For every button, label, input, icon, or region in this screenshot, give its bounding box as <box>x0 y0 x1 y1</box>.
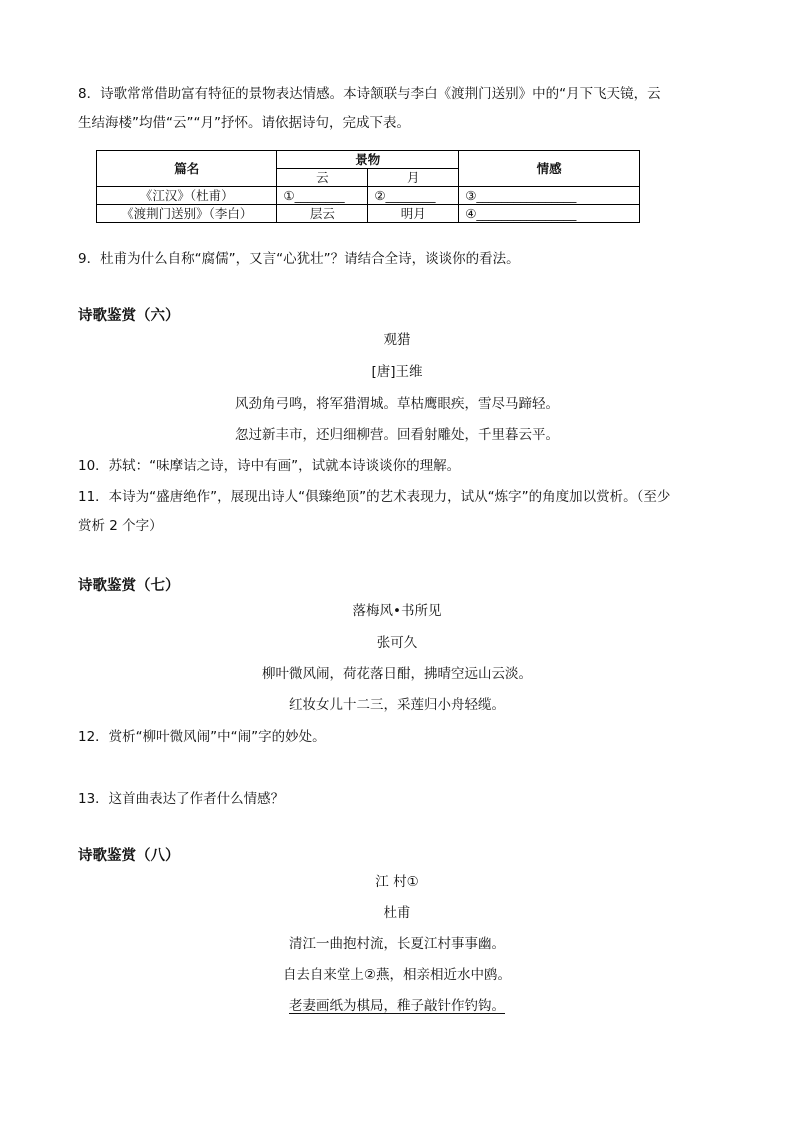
header-title-cell: 篇名 <box>97 151 277 187</box>
row-title-cell: 《渡荆门送别》（李白） <box>97 205 277 223</box>
poem-line-underlined <box>0 996 794 1016</box>
row-moon-cell: ②________ <box>368 187 459 205</box>
question-11-line-2: 赏析 2 个字） <box>78 518 163 534</box>
subheader-cloud-cell: 云 <box>277 169 368 187</box>
question-8-line-2: 生结海楼”均借“云”“月”抒怀。请依据诗句，完成下表。 <box>78 115 410 131</box>
poem-line: 自去自来堂上②燕，相亲相近水中鸥。 <box>282 967 512 983</box>
poem-title: 观猎 <box>383 332 411 348</box>
poem-author: 杜甫 <box>383 905 411 921</box>
row-title-cell: 《江汉》（杜甫） <box>97 187 277 205</box>
section-heading-8: 诗歌鉴赏（八） <box>78 848 180 864</box>
poem-line: 红妆女儿十二三，采莲归小舟轻缆。 <box>289 697 505 713</box>
row-cloud-cell: 层云 <box>277 205 368 223</box>
section-heading-6: 诗歌鉴赏（六） <box>78 308 180 324</box>
header-scenery-cell: 景物 <box>277 151 459 169</box>
poem-title: 江 村① <box>375 874 419 890</box>
question-11-line-1: 11．本诗为“盛唐绝作”，展现出诗人“俱臻绝顶”的艺术表现力，试从“炼字”的角度加以赏析。（至少 <box>78 489 671 505</box>
question-12: 12．赏析“柳叶微风闹”中“闹”字的妙处。 <box>78 729 326 745</box>
question-10: 10．苏轼：“味摩诘之诗，诗中有画”，试就本诗谈谈你的理解。 <box>78 458 461 474</box>
poem-title: 落梅风•书所见 <box>352 603 442 619</box>
header-emotion-cell: 情感 <box>459 151 640 187</box>
underlined-text: 老妻画纸为棋局，稚子敲针作钓钩。 <box>289 998 505 1014</box>
question-9: 9．杜甫为什么自称“腐儒”，又言“心犹壮”？请结合全诗，谈谈你的看法。 <box>78 251 520 267</box>
row-emotion-cell: ④________________ <box>459 205 640 223</box>
table-header-row <box>97 151 640 169</box>
poem-line: 风劲角弓鸣，将军猎渭城。草枯鹰眼疾，雪尽马蹄轻。 <box>235 396 559 412</box>
question-8-line-1: 8．诗歌常常借助富有特征的景物表达情感。本诗颔联与李白《渡荆门送别》中的“月下飞天镜，云 <box>78 86 661 102</box>
poem-line: 清江一曲抱村流，长夏江村事事幽。 <box>289 936 505 952</box>
row-cloud-cell: ①________ <box>277 187 368 205</box>
table-row <box>97 187 640 205</box>
poem-line: 忽过新丰市，还归细柳营。回看射雕处，千里暮云平。 <box>235 427 559 443</box>
scenery-emotion-table <box>96 150 640 223</box>
poem-line: 柳叶微风闹，荷花落日酣，拂晴空远山云淡。 <box>262 666 532 682</box>
question-13: 13．这首曲表达了作者什么情感？ <box>78 791 285 807</box>
poem-author: [唐]王维 <box>371 364 423 380</box>
subheader-moon-cell: 月 <box>368 169 459 187</box>
section-heading-7: 诗歌鉴赏（七） <box>78 578 180 594</box>
row-emotion-cell: ③________________ <box>459 187 640 205</box>
row-moon-cell: 明月 <box>368 205 459 223</box>
poem-author: 张可久 <box>376 635 418 651</box>
table-row <box>97 205 640 223</box>
